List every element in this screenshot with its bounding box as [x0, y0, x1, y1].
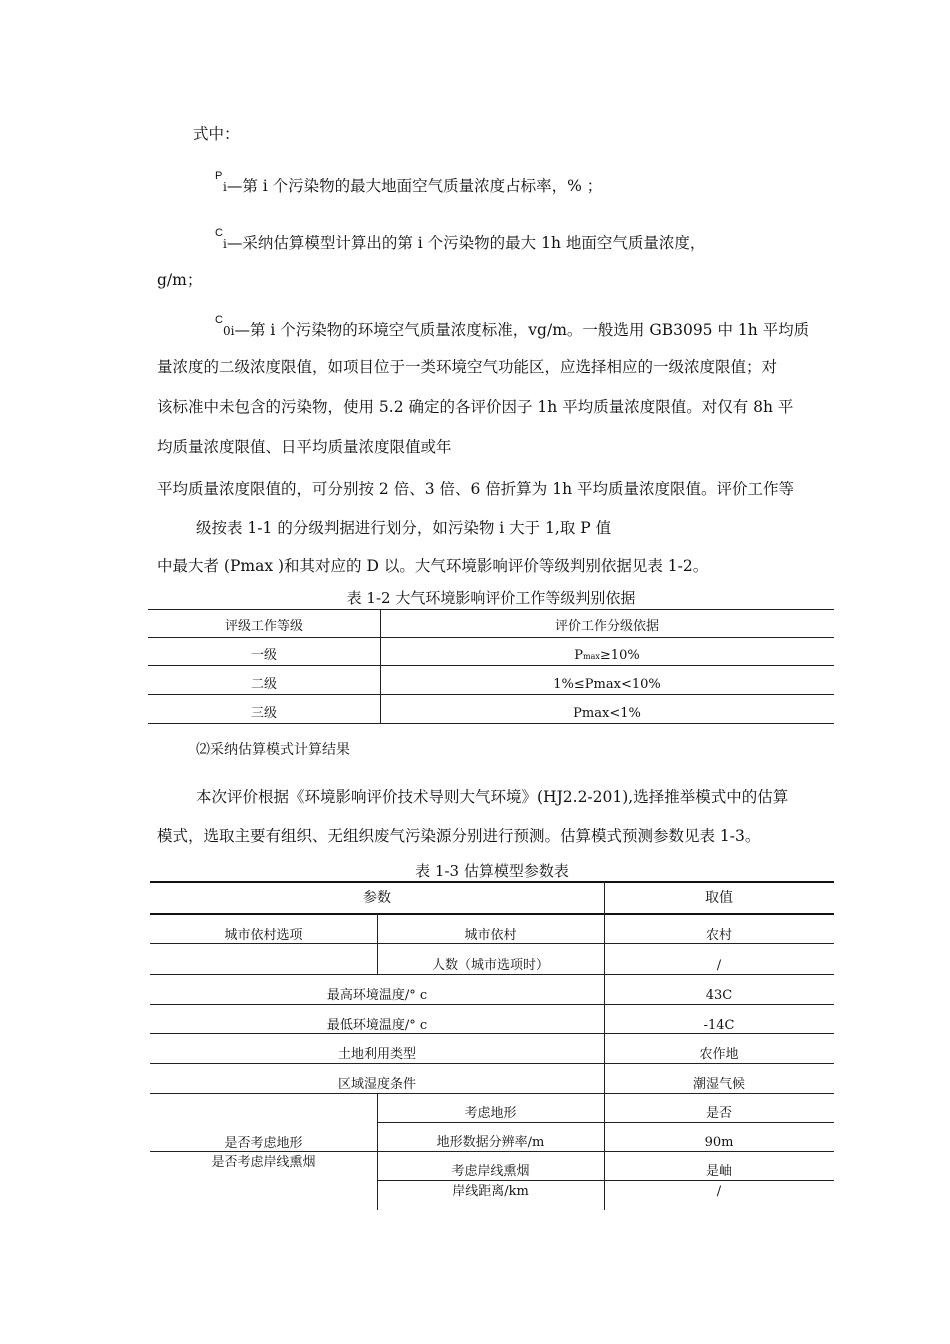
table13-header-rule	[150, 913, 834, 915]
table12-row1-basis-suffix: ≥10%	[599, 648, 640, 663]
intro-text: 式中：	[193, 125, 240, 143]
paragraph1-line4: 平均质量浓度限值的，可分别按 2 倍、3 倍、6 倍折算为 1h 平均质量浓度限值。评价工作等	[157, 480, 794, 498]
paragraph1-line3: 均质量浓度限值、日平均质量浓度限值或年	[157, 438, 452, 456]
paragraph1-line2: 该标准中未包含的污染物，使用 5.2 确定的各评价因子 1h 平均质量浓度限值。对仅有 8h 平	[157, 398, 794, 416]
paragraph1-line1: 量浓度的二级浓度限值，如项目位于一类环境空气功能区，应选择相应的一级浓度限值；对	[157, 358, 778, 376]
table13-terrain-label: 考虑地形	[464, 1106, 517, 1121]
p-definition	[223, 176, 602, 197]
table13-coast-label: 考虑岸线熏烟	[451, 1164, 530, 1179]
c-subscript: i	[223, 237, 227, 251]
table13-max-temp-label: 最高环境温度/° c	[326, 988, 428, 1003]
table13-min-temp-value: -14C	[703, 1018, 735, 1033]
table12-row1-level: 一级	[250, 648, 277, 663]
table12-row3-basis: Pmax<1%	[573, 706, 641, 721]
table12-row2-level: 二级	[250, 677, 277, 692]
table13-min-temp-label: 最低环境温度/° c	[326, 1018, 428, 1033]
table13-humidity-label: 区域湿度条件	[337, 1077, 416, 1092]
table12-row1-basis	[380, 647, 834, 666]
table13-terrain-res-label: 地形数据分辨率/m	[436, 1135, 545, 1150]
c-symbol: C	[215, 227, 223, 239]
table13-coast-value: 是岫	[705, 1164, 732, 1179]
table12-row3-level: 三级	[250, 706, 277, 721]
table12-caption: 表 1-2 大气环境影响评价工作等级判别依据	[346, 589, 636, 607]
table13-urban-rural-sub: 城市依村	[464, 928, 517, 943]
table12-row1-basis-prefix: P	[574, 648, 584, 663]
table12-row-rule	[148, 694, 834, 695]
table13-coast-dist-label: 岸线距离/km	[452, 1184, 529, 1199]
table12-top-rule	[148, 609, 834, 610]
table12-header-basis: 评价工作分级依据	[554, 619, 659, 634]
paragraph1-line6: 中最大者 (Pmax )和其对应的 D 以。大气环境影响评价等级判别依据见表 1-2。	[157, 557, 709, 575]
section2-title: ⑵采纳估算模式计算结果	[196, 742, 350, 758]
paragraph2-line1: 本次评价根据《环境影响评价技术导则大气环境》(HJ2.2-201),选择推举模式中的估算	[196, 788, 789, 806]
table13-coast-group-label: 是否考虑岸线熏烟	[211, 1155, 316, 1170]
table12-header-rule	[148, 637, 834, 638]
table13-max-temp-value: 43C	[705, 988, 733, 1003]
table13-population-value: /	[716, 958, 722, 973]
table12-bottom-rule	[148, 723, 834, 724]
c-definition-text: —采纳估算模型计算出的第 i 个污染物的最大 1h 地面空气质量浓度，	[226, 234, 706, 252]
table13-humidity-value: 潮湿气候	[692, 1077, 745, 1092]
p-definition-text: —第 i 个污染物的最大地面空气质量浓度占标率，% ；	[226, 177, 603, 195]
table13-land-use-value: 农作地	[699, 1047, 739, 1062]
table13-top-rule	[150, 881, 834, 883]
c0-definition	[223, 320, 809, 341]
table13-caption: 表 1-3 估算模型参数表	[415, 862, 569, 880]
paragraph2-line2: 模式，选取主要有组织、无组织废气污染源分别进行预测。估算模式预测参数见表 1-3。	[157, 827, 761, 845]
table13-land-use-label: 土地利用类型	[337, 1047, 416, 1062]
table12-row2-basis: 1%≤Pmax<10%	[553, 677, 661, 692]
c-definition	[223, 233, 705, 254]
c0-definition-text: —第 i 个污染物的环境空气质量浓度标准，vg/m。一般选用 GB3095 中 1h 平均质	[234, 321, 810, 339]
table13-terrain-group-label: 是否考虑地形	[224, 1136, 303, 1151]
c0-subscript: 0i	[223, 324, 235, 338]
table13-coast-dist-value: /	[716, 1184, 722, 1199]
c-unit: g/m；	[157, 271, 203, 289]
table12-row1-basis-sub: max	[583, 652, 600, 661]
table13-population-label: 人数（城市选项时）	[431, 958, 549, 973]
table13-terrain-res-value: 90m	[704, 1135, 734, 1150]
table13-urban-rural-label: 城市依村选项	[224, 928, 303, 943]
paragraph1-line5: 级按表 1-1 的分级判据进行划分，如污染物 i 大于 1,取 P 值	[196, 519, 612, 537]
p-subscript: i	[223, 180, 227, 194]
table13-header-param: 参数	[363, 890, 391, 906]
p-symbol: P	[215, 170, 223, 182]
table12-header-level: 评级工作等级	[224, 619, 303, 634]
table13-header-value: 取值	[705, 890, 733, 906]
c0-symbol: C	[215, 314, 223, 326]
table13-urban-rural-value: 农村	[705, 928, 732, 943]
table13-terrain-value: 是否	[705, 1106, 732, 1121]
